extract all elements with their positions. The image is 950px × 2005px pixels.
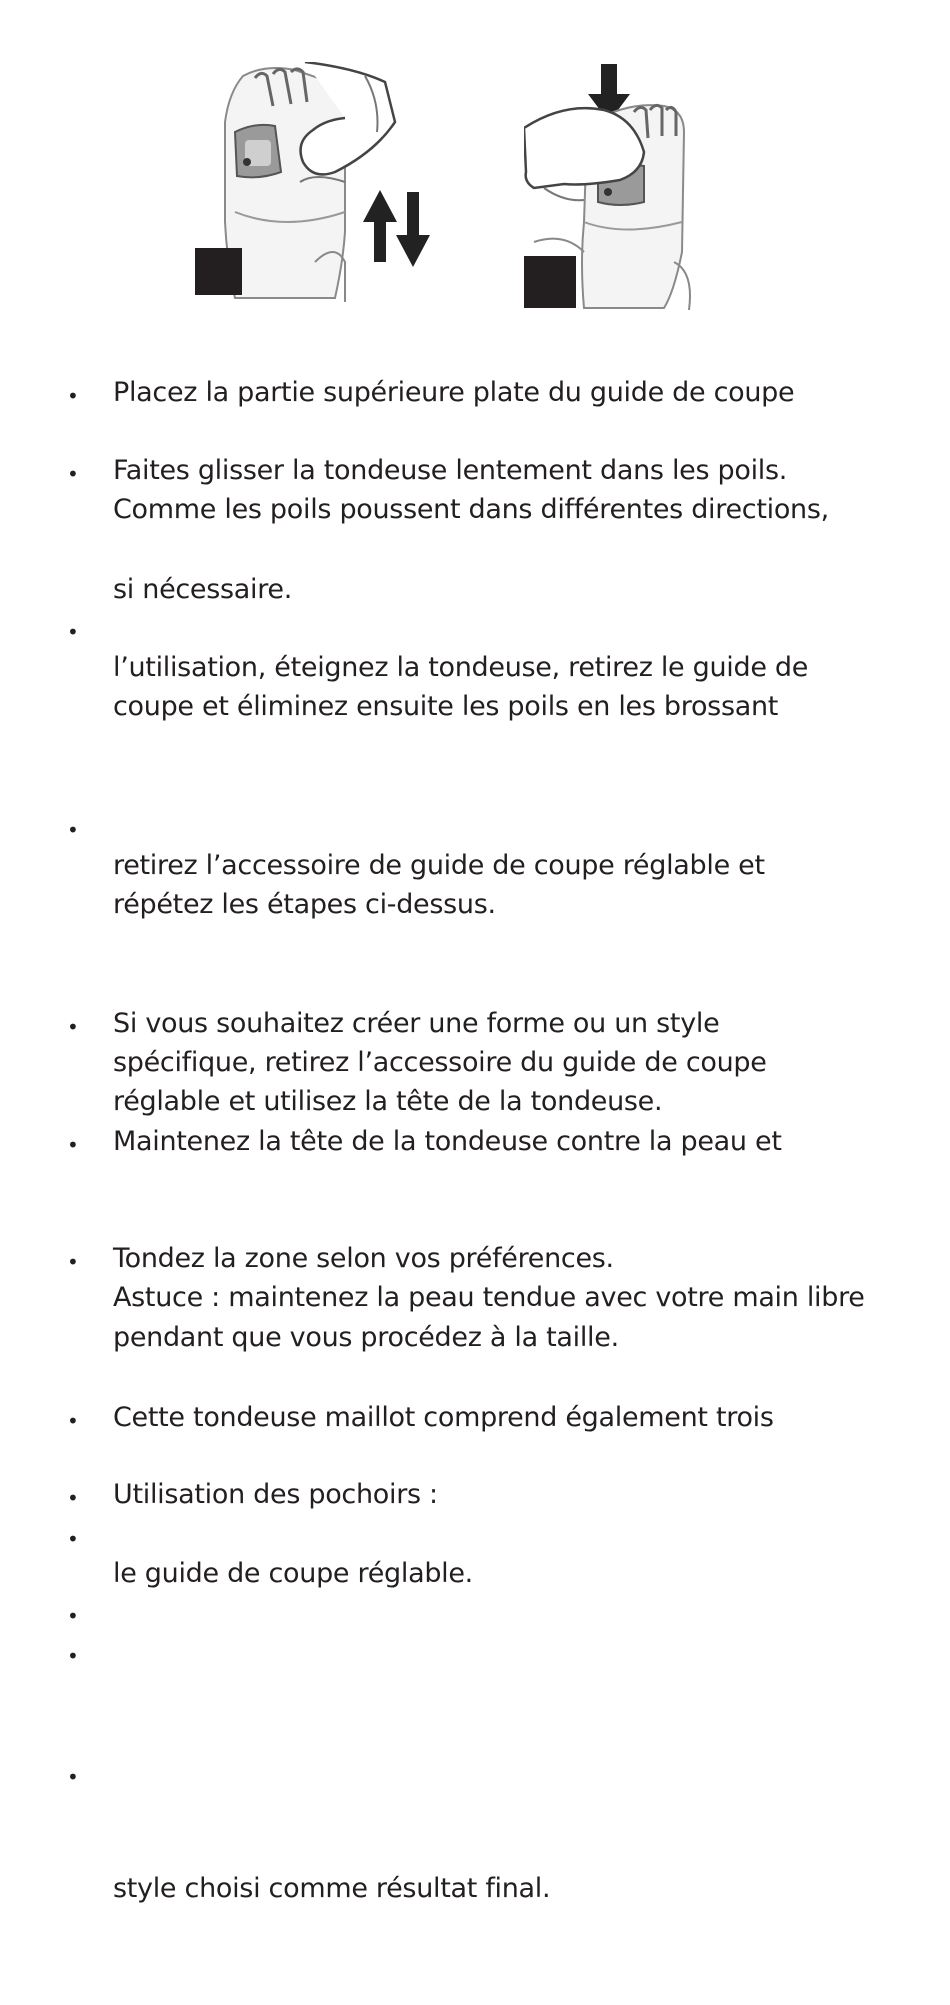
text-line: Astuce : maintenez la peau tendue avec votre main libre bbox=[113, 1282, 865, 1313]
text-line: répétez les étapes ci-dessus. bbox=[113, 889, 496, 920]
text-line: l’utilisation, éteignez la tondeuse, retirez le guide de bbox=[113, 652, 809, 683]
text-line: spécifique, retirez l’accessoire du guide de coupe bbox=[113, 1047, 767, 1078]
text-line: style choisi comme résultat final. bbox=[113, 1873, 551, 1904]
bullet bbox=[67, 1415, 79, 1427]
text-line: Maintenez la tête de la tondeuse contre la peau et bbox=[113, 1126, 782, 1157]
right-illustration bbox=[524, 62, 724, 310]
bullet bbox=[67, 1021, 79, 1033]
text-line: Placez la partie supérieure plate du guide de coupe bbox=[113, 377, 795, 408]
bullet bbox=[67, 626, 79, 638]
bullet bbox=[67, 1492, 79, 1504]
text-line: Comme les poils poussent dans différentes directions, bbox=[113, 494, 829, 525]
bullet bbox=[67, 1256, 79, 1268]
step-marker-square bbox=[195, 248, 242, 295]
text-line: Cette tondeuse maillot comprend également trois bbox=[113, 1402, 774, 1433]
left-illustration bbox=[195, 62, 440, 308]
text-line: Faites glisser la tondeuse lentement dans les poils. bbox=[113, 455, 788, 486]
text-line: coupe et éliminez ensuite les poils en les brossant bbox=[113, 691, 779, 722]
text-line: Utilisation des pochoirs : bbox=[113, 1479, 438, 1510]
text-line: le guide de coupe réglable. bbox=[113, 1558, 473, 1589]
bullet bbox=[67, 468, 79, 480]
bullet bbox=[67, 1139, 79, 1151]
bullet bbox=[67, 1610, 79, 1622]
bullet bbox=[67, 1533, 79, 1545]
text-line: pendant que vous procédez à la taille. bbox=[113, 1322, 619, 1353]
step-marker-square bbox=[524, 256, 576, 308]
text-line: réglable et utilisez la tête de la tondeuse. bbox=[113, 1086, 663, 1117]
text-line: Tondez la zone selon vos préférences. bbox=[113, 1243, 614, 1274]
up-down-arrows-icon bbox=[363, 190, 430, 267]
bullet bbox=[67, 1771, 79, 1783]
bullet bbox=[67, 390, 79, 402]
text-line: Si vous souhaitez créer une forme ou un style bbox=[113, 1008, 720, 1039]
bullet bbox=[67, 1650, 79, 1662]
bullet bbox=[67, 824, 79, 836]
text-line: retirez l’accessoire de guide de coupe réglable et bbox=[113, 850, 765, 881]
text-line: si nécessaire. bbox=[113, 574, 293, 605]
